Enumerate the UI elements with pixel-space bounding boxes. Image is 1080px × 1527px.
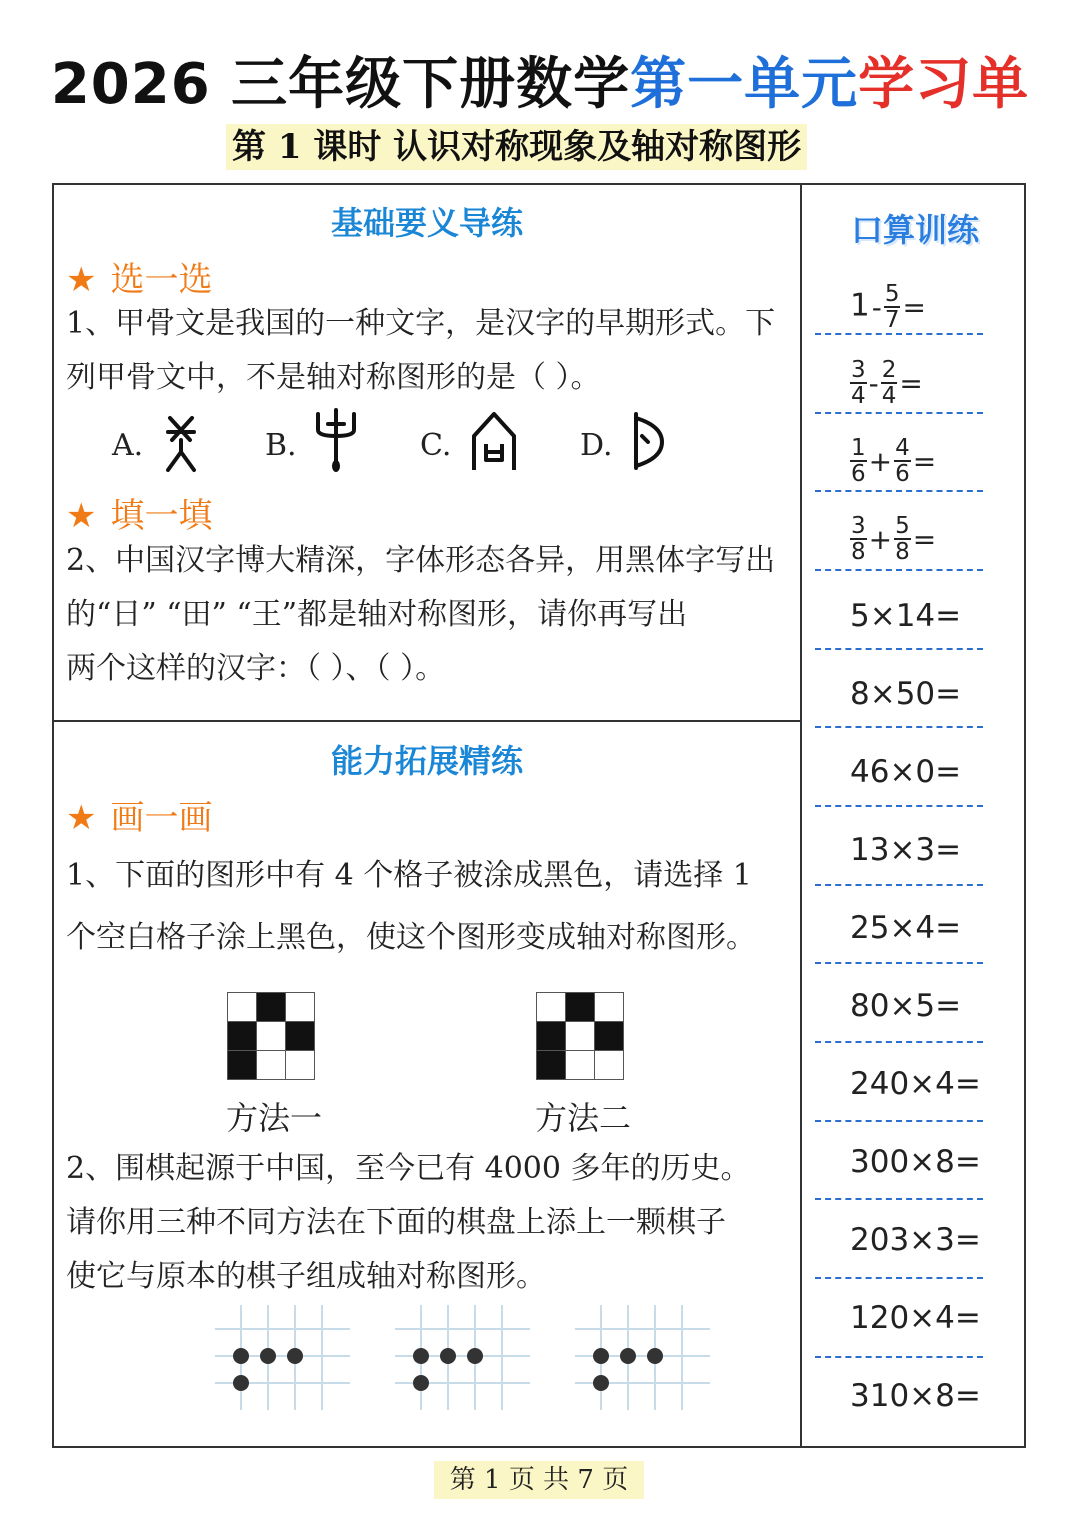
go-stone bbox=[593, 1348, 609, 1364]
calc-item-2: $\frac{3}{4}$ - $\frac{2}{4}$ = bbox=[851, 357, 923, 409]
calc-item-13: 203×3= bbox=[850, 1222, 981, 1258]
answer-line bbox=[815, 805, 983, 807]
lesson-subtitle: 第 1 课时 认识对称现象及轴对称图形 bbox=[226, 124, 807, 170]
calc-item-3: $\frac{1}{6}$ + $\frac{4}{6}$ = bbox=[851, 435, 937, 487]
star-icon: ★ bbox=[66, 260, 97, 300]
go-stone bbox=[287, 1348, 303, 1364]
answer-line bbox=[815, 1356, 983, 1358]
calc-item-9: 25×4= bbox=[850, 910, 962, 946]
grid-cell bbox=[537, 1051, 566, 1080]
calc-item-12: 300×8= bbox=[850, 1144, 981, 1180]
go-stone bbox=[233, 1375, 249, 1391]
grid-cell bbox=[537, 1022, 566, 1051]
go-stone bbox=[593, 1375, 609, 1391]
calc-item-11: 240×4= bbox=[850, 1066, 981, 1102]
question-1-line2: 列甲骨文中，不是轴对称图形的是（ ）。 bbox=[66, 360, 601, 395]
go-stone bbox=[467, 1348, 483, 1364]
oracle-a-icon bbox=[160, 412, 202, 474]
mental-math-title: 口算训练 bbox=[850, 211, 979, 249]
grid-cell bbox=[595, 1051, 624, 1080]
answer-line bbox=[815, 569, 983, 571]
title-main: 2026 三年级下册数学 bbox=[50, 52, 631, 117]
go-stone bbox=[260, 1348, 276, 1364]
question-2-line3: 两个这样的汉字：（ ）、（ ）。 bbox=[66, 651, 446, 686]
calc-item-6: 8×50= bbox=[850, 676, 962, 712]
question-2-line1: 2、中国汉字博大精深，字体形态各异，用黑体字写出 bbox=[66, 543, 776, 578]
option-b-label: B. bbox=[265, 428, 297, 463]
grid-cell bbox=[595, 1022, 624, 1051]
go-board-3[interactable] bbox=[575, 1305, 710, 1410]
option-c-label: C. bbox=[420, 428, 452, 463]
grid-cell bbox=[257, 1022, 286, 1051]
calc-item-10: 80×5= bbox=[850, 988, 962, 1024]
answer-line bbox=[815, 333, 983, 335]
question-2-line2: 的“日” “田” “王”都是轴对称图形，请你再写出 bbox=[66, 597, 688, 632]
star-icon: ★ bbox=[66, 798, 97, 838]
grid-cell bbox=[595, 993, 624, 1022]
page-footer: 第 1 页 共 7 页 bbox=[434, 1461, 644, 1499]
go-board-1[interactable] bbox=[215, 1305, 350, 1410]
method-1-caption: 方法一 bbox=[226, 1099, 323, 1137]
go-stone bbox=[413, 1375, 429, 1391]
grid-method-2[interactable] bbox=[536, 992, 624, 1080]
grid-cell bbox=[566, 993, 595, 1022]
grid-cell bbox=[286, 993, 315, 1022]
draw-label: ★ 画一画 bbox=[66, 798, 213, 838]
answer-line bbox=[815, 1277, 983, 1279]
title-unit: 第一单元 bbox=[630, 52, 859, 117]
title-sheet: 学习单 bbox=[858, 52, 1030, 117]
go-stone bbox=[440, 1348, 456, 1364]
oracle-d-icon bbox=[630, 410, 666, 472]
grid-cell bbox=[566, 1022, 595, 1051]
draw-question-line1: 1、下面的图形中有 4 个格子被涂成黑色，请选择 1 bbox=[66, 858, 752, 893]
basic-heading: 基础要义导练 bbox=[330, 204, 523, 242]
column-divider bbox=[800, 183, 802, 1448]
grid-cell bbox=[286, 1051, 315, 1080]
grid-method-1[interactable] bbox=[227, 992, 315, 1080]
go-board-2[interactable] bbox=[395, 1305, 530, 1410]
answer-line bbox=[815, 1198, 983, 1200]
page-title bbox=[0, 40, 1080, 120]
go-stone bbox=[620, 1348, 636, 1364]
oracle-c-icon bbox=[470, 410, 518, 472]
calc-item-4: $\frac{3}{8}$ + $\frac{5}{8}$ = bbox=[851, 513, 937, 565]
grid-cell bbox=[286, 1022, 315, 1051]
calc-item-14: 120×4= bbox=[850, 1300, 981, 1336]
star-icon: ★ bbox=[66, 496, 97, 536]
fill-label: ★ 填一填 bbox=[66, 496, 213, 536]
answer-line bbox=[815, 962, 983, 964]
grid-cell bbox=[228, 993, 257, 1022]
answer-line bbox=[815, 1120, 983, 1122]
go-question-line1: 2、围棋起源于中国，至今已有 4000 多年的历史。 bbox=[66, 1151, 751, 1186]
grid-cell bbox=[228, 1022, 257, 1051]
go-stone bbox=[413, 1348, 429, 1364]
go-question-line2: 请你用三种不同方法在下面的棋盘上添上一颗棋子 bbox=[66, 1205, 726, 1240]
section-divider bbox=[52, 720, 802, 722]
answer-line bbox=[815, 1041, 983, 1043]
go-stone bbox=[233, 1348, 249, 1364]
advanced-heading: 能力拓展精练 bbox=[330, 742, 523, 780]
option-d-label: D. bbox=[580, 428, 613, 463]
draw-question-line2: 个空白格子涂上黑色，使这个图形变成轴对称图形。 bbox=[66, 920, 756, 955]
answer-line bbox=[815, 412, 983, 414]
choose-label: ★ 选一选 bbox=[66, 260, 213, 300]
answer-line bbox=[815, 884, 983, 886]
grid-cell bbox=[537, 993, 566, 1022]
answer-line bbox=[815, 726, 983, 728]
calc-item-5: 5×14= bbox=[850, 598, 962, 634]
grid-cell bbox=[257, 993, 286, 1022]
method-2-caption: 方法二 bbox=[535, 1099, 632, 1137]
calc-item-15: 310×8= bbox=[850, 1378, 981, 1414]
calc-item-1: 1- $\frac{5}{7}$ = bbox=[850, 281, 926, 333]
calc-item-7: 46×0= bbox=[850, 754, 962, 790]
grid-cell bbox=[566, 1051, 595, 1080]
answer-line bbox=[815, 648, 983, 650]
calc-item-8: 13×3= bbox=[850, 832, 962, 868]
question-1-line1: 1、甲骨文是我国的一种文字，是汉字的早期形式。下 bbox=[66, 306, 776, 341]
option-a-label: A. bbox=[112, 428, 144, 463]
grid-cell bbox=[228, 1051, 257, 1080]
answer-line bbox=[815, 490, 983, 492]
go-question-line3: 使它与原本的棋子组成轴对称图形。 bbox=[66, 1259, 546, 1294]
grid-cell bbox=[257, 1051, 286, 1080]
oracle-b-icon bbox=[314, 408, 358, 474]
go-stone bbox=[647, 1348, 663, 1364]
